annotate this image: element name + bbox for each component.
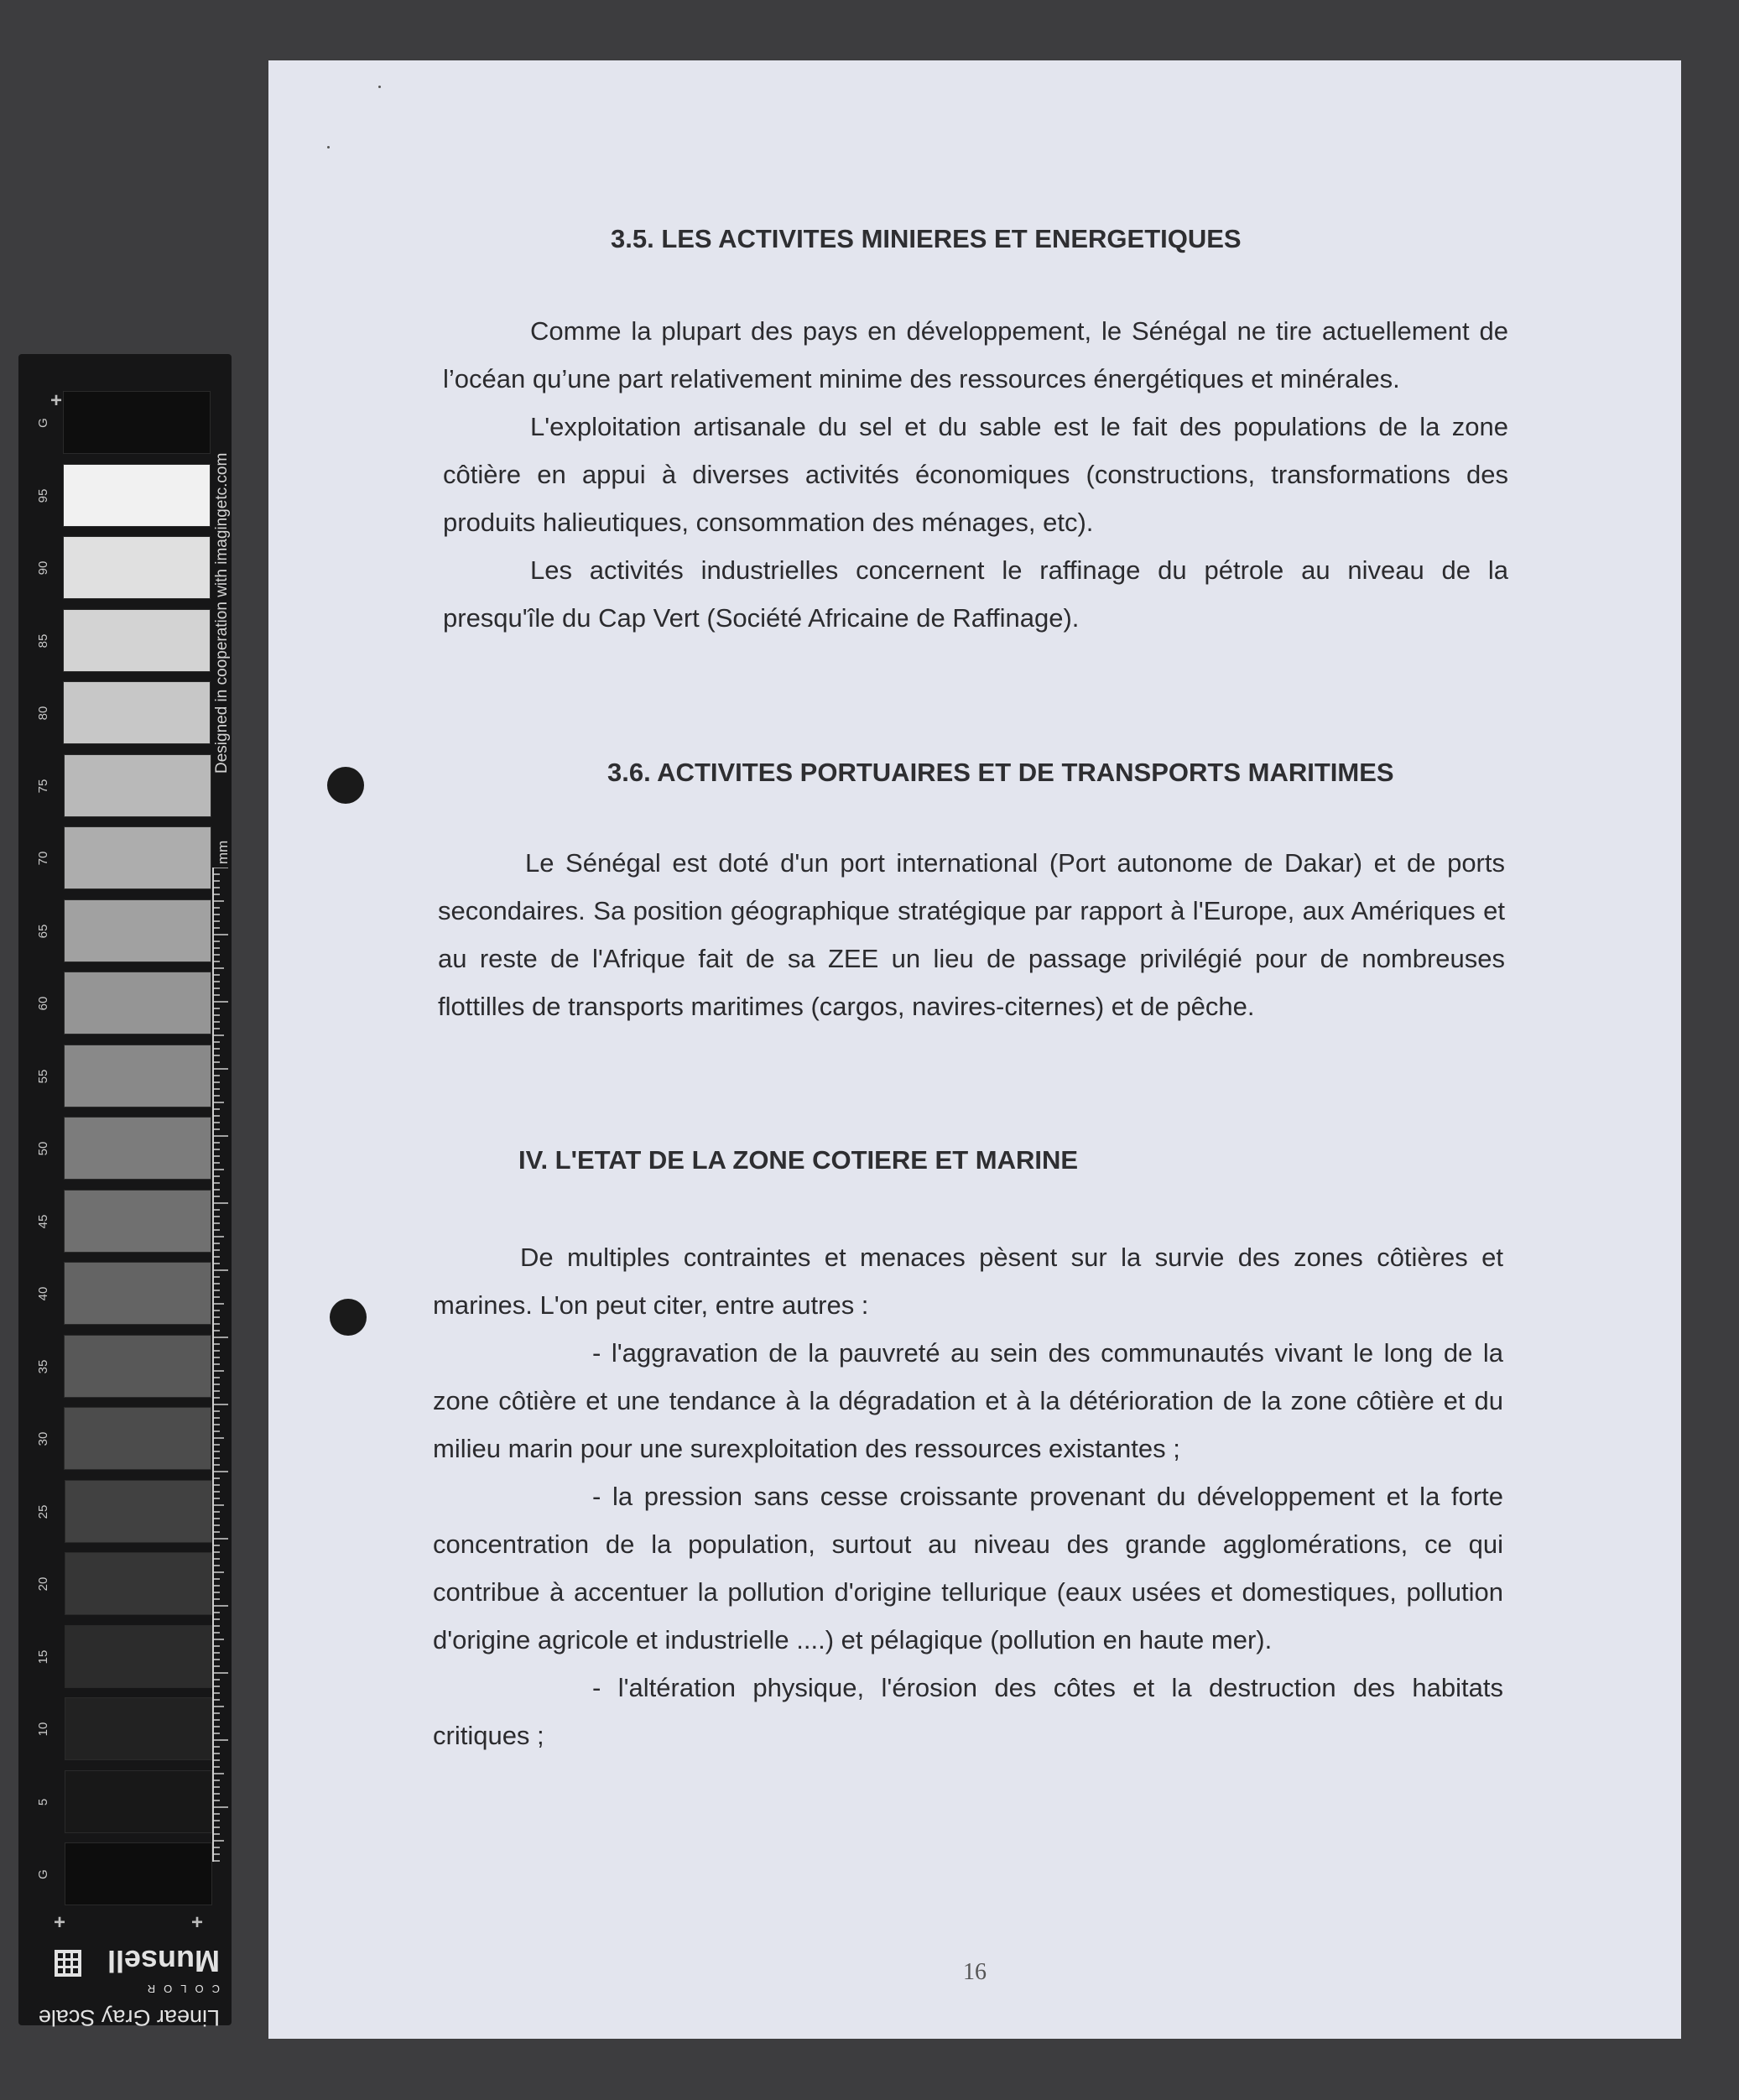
gray-patch <box>64 754 211 817</box>
section-heading-3-6: 3.6. ACTIVITES PORTUAIRES ET DE TRANSPORTS MARITIMES <box>607 758 1394 787</box>
gray-patch <box>63 609 211 672</box>
munsell-brand <box>38 1938 220 2030</box>
gray-step-label: 20 <box>36 1576 50 1592</box>
gray-patch <box>63 391 211 454</box>
gray-step-label: 60 <box>36 996 50 1011</box>
gray-step-label: 10 <box>36 1722 50 1737</box>
munsell-logo-icon <box>55 1950 81 1977</box>
gray-step-label: 65 <box>36 924 50 938</box>
gray-step-label: 90 <box>36 560 50 576</box>
paragraph: Comme la plupart des pays en développement, le Sénégal ne tire actuellement de l’océan qu’une part relativement minime des ressources énergétiques et minérales. <box>443 316 1508 393</box>
gray-step-label: 50 <box>36 1141 50 1156</box>
gray-step-label: 30 <box>36 1431 50 1446</box>
gray-step-label: 95 <box>36 488 50 503</box>
gray-step-label: 80 <box>36 706 50 721</box>
gray-scale-strip <box>18 354 232 2025</box>
gray-step-label: 85 <box>36 633 50 648</box>
paragraph: Les activités industrielles concernent le raffinage du pétrole au niveau de la presqu'île du Cap Vert (Société Africaine de Raffinage). <box>443 555 1508 633</box>
gray-patch <box>64 1045 211 1107</box>
document-page <box>268 60 1681 2039</box>
list-item: - l'altération physique, l'érosion des côtes et la destruction des habitats critiques ; <box>433 1673 1503 1750</box>
gray-patch <box>65 1480 212 1543</box>
brand-name: Munsell <box>107 1944 220 1978</box>
brand-sub: COLOR <box>138 1983 220 1995</box>
scale-name: Linear Gray Scale <box>38 2005 220 2030</box>
page-number: 16 <box>963 1959 987 1985</box>
section-heading-iv: IV. L'ETAT DE LA ZONE COTIERE ET MARINE <box>518 1145 1079 1175</box>
gray-patch <box>65 1770 212 1833</box>
gray-patch <box>64 1335 211 1398</box>
list-item: - la pression sans cesse croissante provenant du développement et la forte concentration de la population, surtout au niveau des grande agglomérations, ce qui contribue à accentuer la pollution d'origine tellurique (eaux usées et domestiques, pollution d'origine agricole et industrielle ....) et pélagique (pollution en haute mer). <box>433 1482 1503 1654</box>
gray-patch <box>65 1625 212 1688</box>
gray-patch <box>65 1552 212 1615</box>
gray-patch <box>64 1407 211 1470</box>
gray-step-label: 40 <box>36 1286 50 1301</box>
gray-step-label: 35 <box>36 1359 50 1373</box>
plus-mark: + <box>50 389 63 412</box>
gray-step-label: 55 <box>36 1069 50 1083</box>
gray-step-label: 15 <box>36 1649 50 1664</box>
gray-step-label: 70 <box>36 851 50 866</box>
section-3-5-text <box>443 307 1508 642</box>
mm-ruler <box>210 868 232 1866</box>
credit-text: Designed in cooperation with imagingetc.com <box>213 452 231 774</box>
gray-step-label: 45 <box>36 1214 50 1228</box>
gray-step-label: G <box>36 418 50 428</box>
gray-patch <box>65 1842 212 1905</box>
plus-mark: + <box>54 1911 66 1934</box>
unit-label: mm <box>215 840 231 864</box>
gray-patch <box>64 1262 211 1325</box>
paragraph: De multiples contraintes et menaces pèsent sur la survie des zones côtières et marines. L'on peut citer, entre autres : <box>433 1243 1503 1320</box>
gray-patch <box>64 972 211 1034</box>
section-3-6-text <box>438 839 1505 1030</box>
paragraph: Le Sénégal est doté d'un port international (Port autonome de Dakar) et de ports secondaires. Sa position géographique stratégique par rapport à l'Europe, aux Amériques et au reste de l'Afrique fait de sa ZEE un lieu de passage privilégié pour de nombreuses flottilles de transports maritimes (cargos, navires-citernes) et de pêche. <box>438 848 1505 1021</box>
gray-step-label: 75 <box>36 779 50 793</box>
gray-patch <box>64 1190 211 1253</box>
section-iv-text <box>433 1233 1503 1759</box>
gray-patch <box>64 826 211 889</box>
gray-patch <box>63 681 211 744</box>
gray-step-label: G <box>36 1869 50 1879</box>
gray-patch <box>63 536 211 599</box>
document-body <box>268 60 1681 2039</box>
gray-patch <box>65 1697 212 1760</box>
gray-patch <box>63 464 211 527</box>
list-item: - l'aggravation de la pauvreté au sein des communautés vivant le long de la zone côtière et une tendance à la dégradation et à la détérioration de la zone côtière et du milieu marin pour une surexploitation des ressources existantes ; <box>433 1338 1503 1463</box>
gray-patch <box>64 899 211 962</box>
plus-mark: + <box>191 1911 204 1934</box>
section-heading-3-5: 3.5. LES ACTIVITES MINIERES ET ENERGETIQUES <box>611 224 1242 253</box>
paragraph: L'exploitation artisanale du sel et du sable est le fait des populations de la zone côtière en appui à diverses activités économiques (constructions, transformations des produits halieutiques, consommation des ménages, etc). <box>443 412 1508 537</box>
gray-step-label: 5 <box>36 1798 50 1806</box>
gray-patch <box>64 1117 211 1180</box>
gray-step-label: 25 <box>36 1504 50 1519</box>
